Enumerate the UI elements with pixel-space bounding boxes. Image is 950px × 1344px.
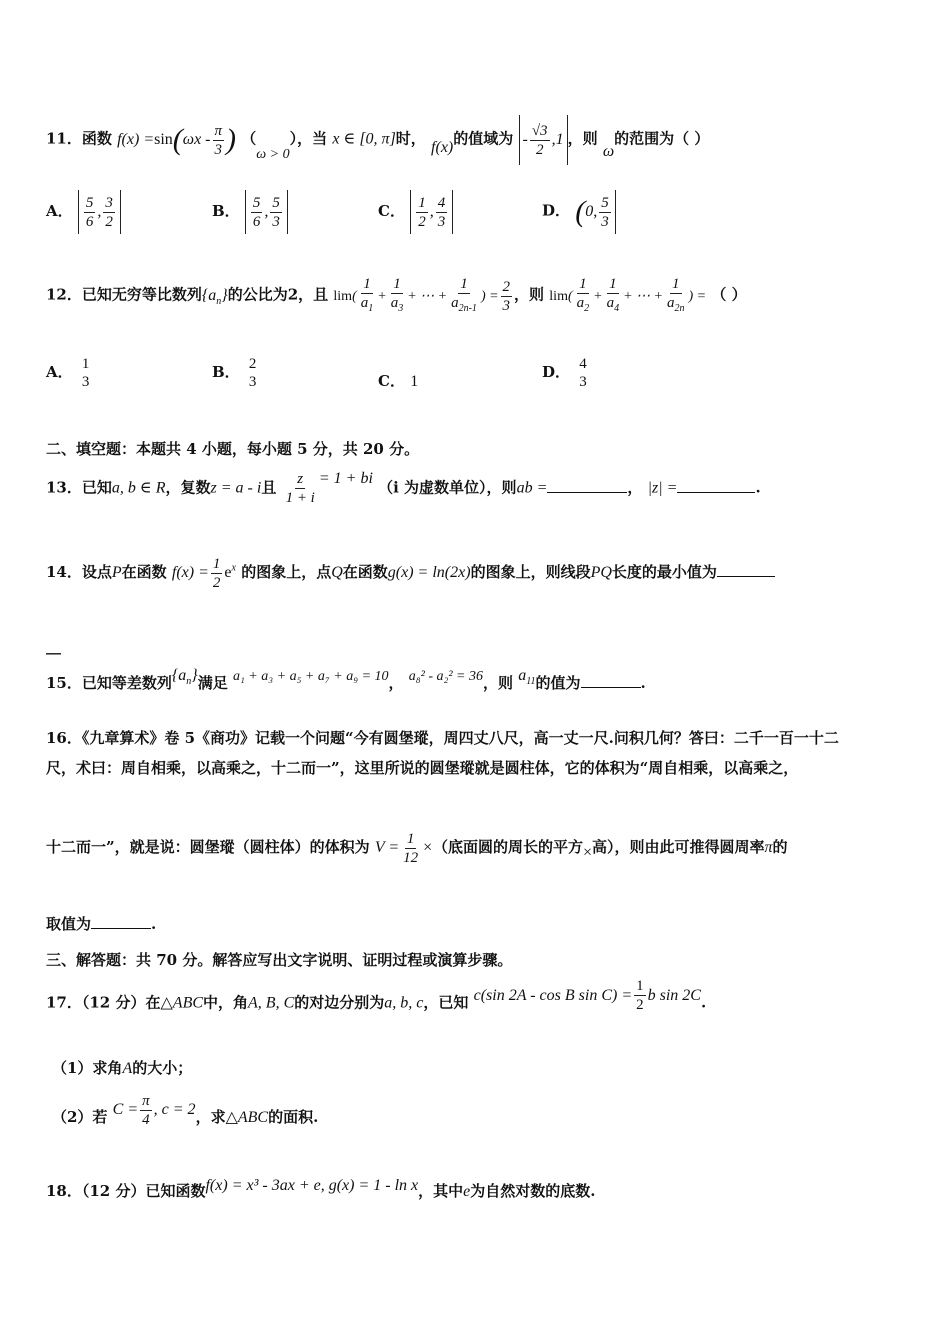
q12-sequence: $\{a_n\}$ (201, 286, 228, 307)
q11-domain: x ∈ [0, π] (332, 130, 396, 148)
q12-option-a[interactable]: A． 1 3 (46, 356, 90, 390)
q12-limit-odd: lim( $\frac{1}{a_1}$ + $\frac{1}{a_3}$ + ⋯ + $\frac{1}{a_{2n-1}}$ ) = $\frac{2}{3}$ (333, 276, 511, 314)
question-13: 13．已知a, b ∈ R，复数z = a - i且 $\frac{z}{1 + i}$ = 1 + bi （i 为虚数单位），则ab = ， |z| = . (46, 469, 761, 506)
question-16-line4: 取值为 . (46, 915, 157, 933)
question-16-line3: 十二而一”，就是说：圆堡瑽（圆柱体）的体积为 V = $\frac{1}{12}$ ×（底面圆的周长的平方×高），则由此可推得圆周率π的 (46, 831, 788, 866)
q14-fx: f(x) = $\frac{1}{2}$ $e^x$ (171, 556, 236, 591)
q12-option-d[interactable]: D． 4 3 (542, 356, 587, 390)
q13-answer-absz[interactable] (677, 492, 755, 493)
q11-fx: f(x) (431, 138, 454, 156)
section-2-heading: 二、填空题：本题共 4 小题，每小题 5 分，共 20 分。 (46, 440, 420, 458)
question-18: 18．（12 分）已知函数f(x) = x³ - 3ax + e, g(x) = 1 - ln x，其中e为自然对数的底数. (46, 1177, 596, 1200)
q14-answer[interactable] (717, 576, 775, 577)
question-17-part-2: （2）若 C = $\frac{\pi}{4}$ , c = 2，求△ABC的面积. (52, 1093, 319, 1128)
q12-option-b[interactable]: B． 2 3 (212, 356, 257, 390)
q11-range: - $\frac{√3}{2}$ ,1 (519, 131, 568, 148)
q11-option-d[interactable]: D． (0, $\frac{5}{3}$ (542, 190, 616, 234)
q14-answer-continued: __ (46, 637, 61, 655)
section-3-heading: 三、解答题：共 70 分。解答应写出文字说明、证明过程或演算步骤。 (46, 951, 513, 969)
question-11: 11．函数 f(x) =sin(ωx - $\frac{\pi}{3}$ ) （ω > 0），当 x ∈ [0, π]时， f(x)的值域为 - $\frac{√3}{2}$ ,1 ，则 ω的范围为（ ） (46, 115, 709, 165)
q12-limit-even: lim( $\frac{1}{a_2}$ + $\frac{1}{a_4}$ + ⋯ + $\frac{1}{a_{2n}}$ ) = (549, 276, 707, 314)
q16-answer[interactable] (91, 928, 151, 929)
question-12: 12．已知无穷等比数列$\{a_n\}$的公比为2，且 lim( $\frac{1}{a_1}$ + $\frac{1}{a_3}$ + ⋯ + $\frac{1}{a_{2n-1}}$ ) = $\frac{2}{3}$ ，则 lim( $\frac{1}{a_2}$ + $\frac{1}{a_4}$ + ⋯ + $\frac{1}{a_{2n}}$ ) = （ ） (46, 276, 747, 314)
q13-answer-ab[interactable] (547, 492, 627, 493)
q11-option-a[interactable]: A． $\frac{5}{6}$ , $\frac{3}{2}$ (46, 190, 121, 234)
q11-option-c[interactable]: C． $\frac{1}{2}$ , $\frac{4}{3}$ (378, 190, 453, 234)
q15-answer[interactable] (581, 687, 641, 688)
question-17-part-1: （1）求角A的大小； (52, 1059, 193, 1077)
question-15: 15．已知等差数列$\{a_n\}$满足 a₁ + a₃ + a₅ + a₇ + a₉ = 10， a₈² - a₂² = 36，则 $a_{11}$的值为 . (46, 667, 646, 692)
question-16: 16．《九章算术》卷 5《商功》记载一个问题“今有圆堡瑽，周四丈八尺，高一丈一尺.问积几何？答曰：二千一百一十二 尺，术曰：周自相乘，以高乘之，十二而一”，这里所说的圆堡瑽就是圆柱体，它的体积为“周自相乘，以高乘之， (46, 729, 839, 777)
q11-option-b[interactable]: B． $\frac{5}{6}$ , $\frac{5}{3}$ (212, 190, 288, 234)
q11-function: f(x) =sin(ωx - $\frac{\pi}{3}$ ) (117, 122, 237, 158)
q11-omega-condition: ω > 0 (256, 146, 290, 162)
question-17: 17．（12 分）在△ABC中，角A, B, C的对边分别为a, b, c，已知 c(sin 2A - cos B sin C) = $\frac{1}{2}$ b sin 2C. (46, 978, 707, 1013)
q12-option-c[interactable]: C． 1 (378, 372, 419, 390)
question-14: 14．设点P在函数 f(x) = $\frac{1}{2}$ $e^x$ 的图象上，点Q在函数g(x) = ln(2x)的图象上，则线段PQ长度的最小值为 (46, 555, 775, 592)
